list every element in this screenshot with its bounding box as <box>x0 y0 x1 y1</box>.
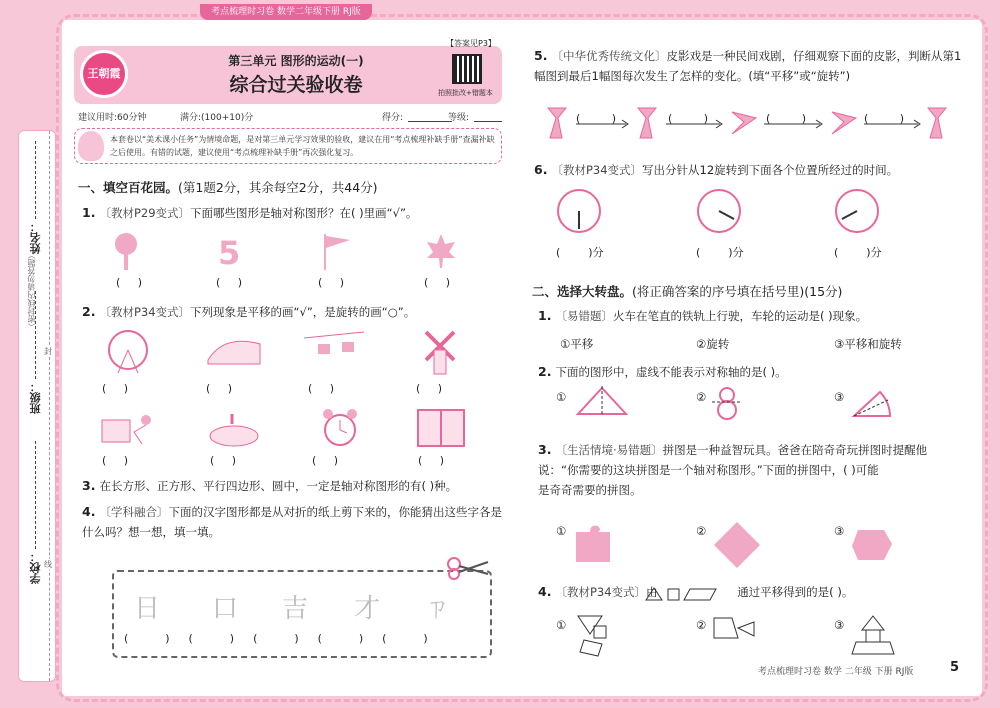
level-label: 等级: <box>448 113 470 123</box>
school-label: 学校： <box>29 551 42 584</box>
qr-caption: 拍照批改+错题本 <box>438 89 493 97</box>
footer-text: 考点梳理时习卷 数学 二年级 下册 RJ版 <box>758 667 914 677</box>
page-number: 5 <box>950 660 960 675</box>
name-label: 姓名： <box>29 221 42 254</box>
translated-figure-3 <box>848 614 898 658</box>
notice-text: 本套卷以“美术课小任务”为情境命题，是对第三单元学习效果的验收，建议在用“考点梳理补缺手册”查漏补缺之后使用。有错的试题，建议使用“考点梳理补缺手册”再次强化复习。 <box>110 135 495 157</box>
cable-car-icon <box>304 330 364 374</box>
translated-figure-1 <box>574 614 620 658</box>
qr-code[interactable] <box>452 54 482 84</box>
question-4: 4. 〔学科融合〕下面的汉字图形都是从对折的纸上剪下来的，你能猜出这些字各是什么吗？想一想，填一填。 <box>82 504 502 539</box>
glyph-4: 才 <box>354 594 381 624</box>
puzzle-piece-3 <box>848 520 898 570</box>
clock-face-2 <box>696 188 742 234</box>
unit-title: 第三单元 图形的运动(一) <box>228 54 364 68</box>
suggested-time: 建议用时:60分钟 <box>78 113 147 123</box>
girl-icon <box>78 131 104 161</box>
question-2: 2. 〔教材P34变式〕下列现象是平移的画“√”，是旋转的画“○”。 <box>82 304 416 319</box>
clock-face-1 <box>556 188 602 234</box>
question-5: 5. 〔中华优秀传统文化〕皮影戏是一种民间戏剧，仔细观察下面的皮影，判断从第1幅图到最后1幅图每次发生了怎样的变化。(填“平移”或“旋转”) <box>534 48 962 83</box>
snowman-figure <box>712 386 742 420</box>
glyph-5: ㄗ <box>424 594 451 624</box>
page-title: 综合过关验收卷 <box>229 74 363 96</box>
glyph-1: 日 <box>134 594 161 624</box>
puzzle-piece-2 <box>712 520 762 570</box>
class-label: 班级： <box>29 381 42 414</box>
full-score: 满分:(100+10)分 <box>180 113 254 123</box>
sliding-window-icon <box>416 408 466 448</box>
windmill-icon <box>418 326 462 376</box>
school-line <box>35 441 36 549</box>
question-1: 1. 〔教材P29变式〕下面哪些图形是轴对称图形？在( )里画“√”。 <box>82 205 418 220</box>
question-6: 6. 〔教材P34变式〕写出分针从12旋转到下面各个位置所经过的时间。 <box>534 162 899 177</box>
score-label: 得分: <box>382 113 404 123</box>
question-3: 3. 在长方形、正方形、平行四边形、圆中，一定是轴对称图形的有( )种。 <box>82 478 458 493</box>
base-shapes <box>644 586 720 602</box>
answer-reference: 【答案见P3】 <box>446 39 496 48</box>
part1-title: 一、填空百花园。(第1题2分，其余每空2分，共44分) <box>78 180 378 195</box>
glyph-2: 口 <box>212 594 239 624</box>
p2-question-2: 2. 下面的图形中，虚线不能表示对称轴的是( )。 <box>538 364 787 379</box>
pushing-box-icon <box>98 408 160 448</box>
flag-icon <box>322 232 352 272</box>
table-tennis-paddle-icon <box>112 232 142 272</box>
translated-figure-2 <box>712 614 758 658</box>
p2-question-4: 4. 〔教材P34变式〕由 通过平移得到的是( )。 <box>538 584 854 599</box>
sector-figure <box>850 386 894 420</box>
banner: 考点梳理时习卷 数学二年级下册 RJ版 <box>200 4 372 20</box>
puzzle-piece-1 <box>570 522 616 568</box>
p2q1-option-3[interactable]: ③平移和旋转 <box>834 337 902 351</box>
number-five-figure: 5 <box>218 234 241 272</box>
level-field[interactable] <box>474 121 502 122</box>
brand-logo: 王朝霞 <box>80 50 128 98</box>
p2q1-option-1[interactable]: ①平移 <box>560 337 594 351</box>
part2-title: 二、选择大转盘。(将正确答案的序号填在括号里)(15分) <box>532 284 843 299</box>
maple-leaf-icon <box>424 232 458 272</box>
high-speed-train-icon <box>204 330 264 374</box>
glyph-3: 吉 <box>282 594 309 624</box>
p2q1-option-2[interactable]: ②旋转 <box>696 337 730 351</box>
name-line <box>35 141 36 219</box>
binding-strip: 姓名： 班级： 学校： （密封线内请勿答题） 封 线 <box>18 130 56 682</box>
clock-face-3 <box>834 188 880 234</box>
score-field[interactable] <box>408 121 452 122</box>
faucet-basin-icon <box>206 410 262 450</box>
seal-warning: （密封线内请勿答题） <box>27 251 36 331</box>
p2-question-1: 1. 〔易错题〕火车在笔直的铁轨上行驶，车轮的运动是( )现象。 <box>538 308 868 323</box>
scissors-icon <box>446 556 490 580</box>
triangle-ruler-figure <box>574 386 630 416</box>
p2-question-3: 3. 〔生活情境·易错题〕拼图是一种益智玩具。爸爸在陪奇奇玩拼图时提醒他 说：“你需要的这块拼图是一个轴对称图形。”下面的拼图中，( )可能 是奇奇需要的拼图。 <box>538 442 928 497</box>
ferris-wheel-icon <box>100 328 156 374</box>
alarm-clock-icon <box>320 406 360 450</box>
